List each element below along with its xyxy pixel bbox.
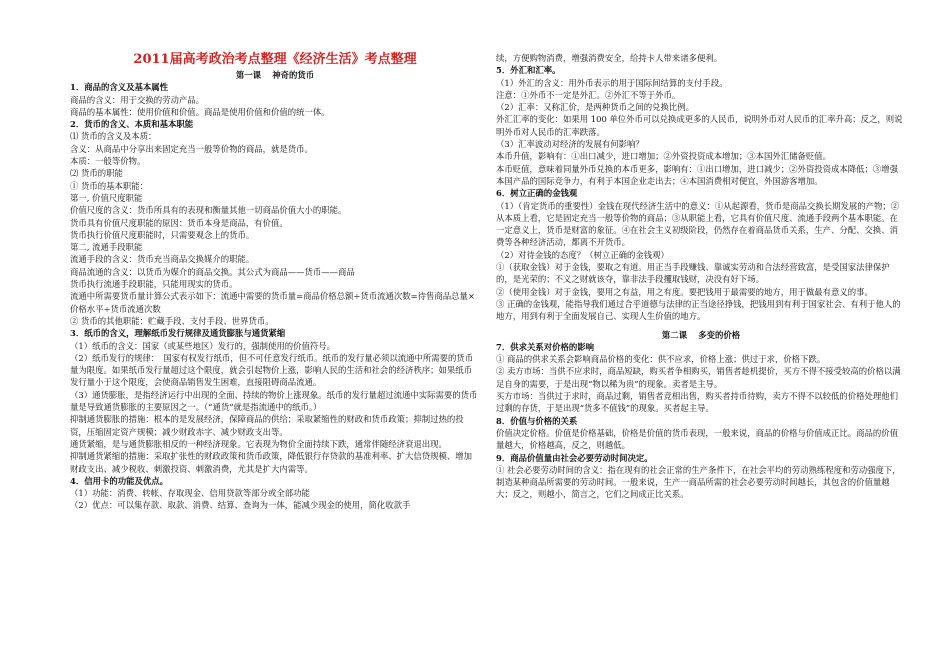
paragraph: ② 货币的其他职能：贮藏手段、支付手段、世界货币。 xyxy=(70,315,274,326)
left-column xyxy=(70,52,480,512)
paragraph: 第二, 流通手段职能 xyxy=(70,242,143,253)
paragraph: 货币执行流通手段职能，只能用现实的货币。 xyxy=(70,279,238,290)
paragraph: （1）功能：消费、转帐、存取现金、信用贷款等部分或全部功能 xyxy=(70,488,310,499)
section-heading: 3．纸币的含义，理解纸币发行规律及通货膨胀与通货紧缩 xyxy=(70,328,286,339)
paragraph: ① 货币的基本职能： xyxy=(70,180,149,191)
paragraph: 第一, 价值尺度职能 xyxy=(70,192,143,203)
paragraph: 买方市场：当供过于求时，商品过剩，销售者竞相出售，购买者持币待购，卖方不得不以较低的价格处理他们过剩的存货，于是出现“货多不值钱”的现象。买者起主导。 xyxy=(496,391,898,414)
paragraph: ① 商品的供求关系会影响商品价格的变化：供不应求，价格上涨；供过于求，价格下跌。 xyxy=(496,354,826,365)
paragraph: ⑴ 货币的含义及本质： xyxy=(70,131,157,142)
section-heading: 1．商品的含义及基本属性 xyxy=(70,82,168,93)
paragraph: ② 卖方市场：当供不应求时，商品短缺，购买者争相购买，销售者趁机提价，买方不得不接受较高的价格以满足自身的需要，于是出现“物以稀为贵”的现象。卖者是主导。 xyxy=(496,366,901,389)
paragraph: （2）汇率：又称汇价，是两种货币之间的兑换比例。 xyxy=(496,102,694,113)
paragraph: 抑制通货紧缩的措施：采取扩张性的财政政策和货币政策，降低银行存贷款的基准利率、扩大信贷规模、增加财政支出、减少税收、刺激投资、刺激消费，尤其是扩大内需等。 xyxy=(70,451,472,474)
section-heading: 4．信用卡的功能及优点。 xyxy=(70,475,168,486)
paragraph: （3）汇率波动对经济的发展有何影响？ xyxy=(496,139,644,150)
paragraph: ②（使用金钱）对于金钱，要用之有益，用之有度。要把钱用于最需要的地方，用于做最有意义的事。 xyxy=(496,286,873,297)
section-heading: 5．外汇和汇率。 xyxy=(496,65,561,76)
document-title: 2011届高考政治考点整理《经济生活》考点整理 xyxy=(133,52,417,67)
paragraph: 货币具有价值尺度职能的原因：货币本身是商品，有价值。 xyxy=(70,217,288,228)
paragraph: ①（获取金钱）对于金钱，要取之有道。用正当手段赚钱、靠诚实劳动和合法经营致富，是受国家法律保护的，是光荣的；不义之财就该夺，靠非法手段攫取钱财，决没有好下场。 xyxy=(496,262,890,285)
paragraph: ⑵ 货币的职能 xyxy=(70,168,123,179)
paragraph: 价值决定价格。价值是价格基础，价格是价值的货币表现，一般来说，商品的价格与价值成正比。商品的价值量越大，价格越高，反之，则越低。 xyxy=(496,427,898,451)
paragraph: 流通中所需要货币量计算公式表示如下：流通中需要的货币量=商品价格总额÷货币流通次数=待售商品总量×价格水平÷货币流通次数 xyxy=(70,291,475,314)
paragraph: 流通手段的含义：货币充当商品交换媒介的职能。 xyxy=(70,254,255,265)
paragraph: 本质：一般等价物。 xyxy=(70,156,146,167)
paragraph: 商品的含义：用于交换的劳动产品。 xyxy=(70,94,204,105)
paragraph: （2）对待金钱的态度？（树立正确的金钱观） xyxy=(496,249,669,260)
paragraph: ③ 正确的金钱观，能指导我们通过合乎道德与法律的正当途径挣钱，把钱用到有利于国家社会、有利于他人的地方，用到有利于全面发展自己、实现人生价值的地方。 xyxy=(496,298,901,322)
paragraph: 外汇汇率的变化：如果用 100 单位外币可以兑换成更多的人民币，说明外币对人民币的汇率升高；反之，则说明外币对人民币的汇率跌落。 xyxy=(496,114,903,137)
section-heading: 6．树立正确的金钱观 xyxy=(496,188,578,199)
paragraph: 商品的基本属性：使用价值和价值。商品是使用价值和价值的统一体。 xyxy=(70,106,330,117)
paragraph: 注意：①外币不一定是外汇。②外汇不等于外币。 xyxy=(496,89,681,100)
lesson-heading: 第二课 多变的价格 xyxy=(661,329,741,340)
section-heading: 2．货币的含义、本质和基本职能 xyxy=(70,119,194,130)
section-heading: 7．供求关系对价格的影响 xyxy=(496,341,594,352)
paragraph: 商品流通的含义：以货币为媒介的商品交换。其公式为商品——货币——商品 xyxy=(70,266,355,277)
paragraph: （3）通货膨胀，是指经济运行中出现的全面、持续的物价上涨现象。纸币的发行量超过流通中实际需要的货币量是导致通货膨胀的主要原因之一。（“通货”就是指流通中的纸币。） xyxy=(70,389,478,413)
paragraph: （2）纸币发行的规律： 国家有权发行纸币，但不可任意发行纸币。纸币的发行量必须以流通中所需要的货币量为限度。如果纸币发行量超过这个限度，就会引起物价上涨，影响人民的生活和社会的经济秩序；如果纸币发行量小于这个限度，会使商品销售发生困难，直接阻碍商品流通。 xyxy=(70,352,474,388)
paragraph: 含义：从商品中分享出来固定充当一般等价物的商品，就是货币。 xyxy=(70,143,313,154)
paragraph: 抑制通货膨胀的措施：根本的是发展经济，保障商品的供给；采取紧缩性的财政和货币政策；抑制过热的投资，压缩固定资产规模；减少财政赤字、减少财政支出等。 xyxy=(70,414,464,437)
paragraph: （1）外汇的含义：用外币表示的用于国际间结算的支付手段。 xyxy=(496,77,728,88)
paragraph: 续，方便购物消费，增强消费安全，给持卡人带来诸多便利。 xyxy=(496,53,723,63)
paragraph: （1）（肯定货币的重要性）金钱在现代经济生活中的意义：①从起源看，货币是商品交换长期发展的产物；②从本质上看，它是固定充当一般等价物的商品；③从职能上看，它具有价值尺度、流通手段两个基本职能。在一定意义上，货币是财富的象征。④在社会主义初级阶段，仍然存在着商品货币关系，生产、分配、交换、消费等各种经济活动，都离不开货币。 xyxy=(496,200,900,248)
paragraph: （1）纸币的含义：国家（或某些地区）发行的，强制使用的价值符号。 xyxy=(70,340,335,351)
lesson-heading: 第一课 神奇的货币 xyxy=(235,70,315,80)
paragraph: 货币执行价值尺度职能时，只需要观念上的货币。 xyxy=(70,229,255,240)
section-heading: 8．价值与价格的关系 xyxy=(496,415,578,426)
paragraph: 本币升值，影响有：①出口减少，进口增加；②外资投资成本增加；③本国外汇储备贬值。 xyxy=(496,151,831,162)
paragraph: ① 社会必要劳动时间的含义：指在现有的社会正常的生产条件下，在社会平均的劳动熟练程度和劳动强度下，制造某种商品所需要的劳动时间。一般来说，生产一商品所需的社会必要劳动时间越长，其包含的价值量越大；反之，则越小，简言之，它们之间成正比关系。 xyxy=(496,464,901,500)
paragraph: 价值尺度的含义：货币所具有的表现和衡量其他一切商品价值大小的职能。 xyxy=(70,205,347,216)
right-column xyxy=(496,52,906,501)
section-heading: 9．商品价值量由社会必要劳动时间决定。 xyxy=(496,452,653,463)
paragraph: （2）优点：可以集存款、取款、消费、结算、查询为一体，能减少现金的使用，简化收款手 xyxy=(70,500,411,511)
paragraph: 本币贬值，意味着同量外币兑换的本币更多，影响有：①出口增加，进口减少；②外资投资成本降低；③增强本国产品的国际竞争力，有利于本国企业走出去；④本国消费相对便宜，外国游客增加。 xyxy=(496,163,898,186)
paragraph: 通货紧缩，是与通货膨胀相反的一种经济现象。它表现为物价全面持续下跌，通常伴随经济衰退出现。 xyxy=(70,438,447,449)
